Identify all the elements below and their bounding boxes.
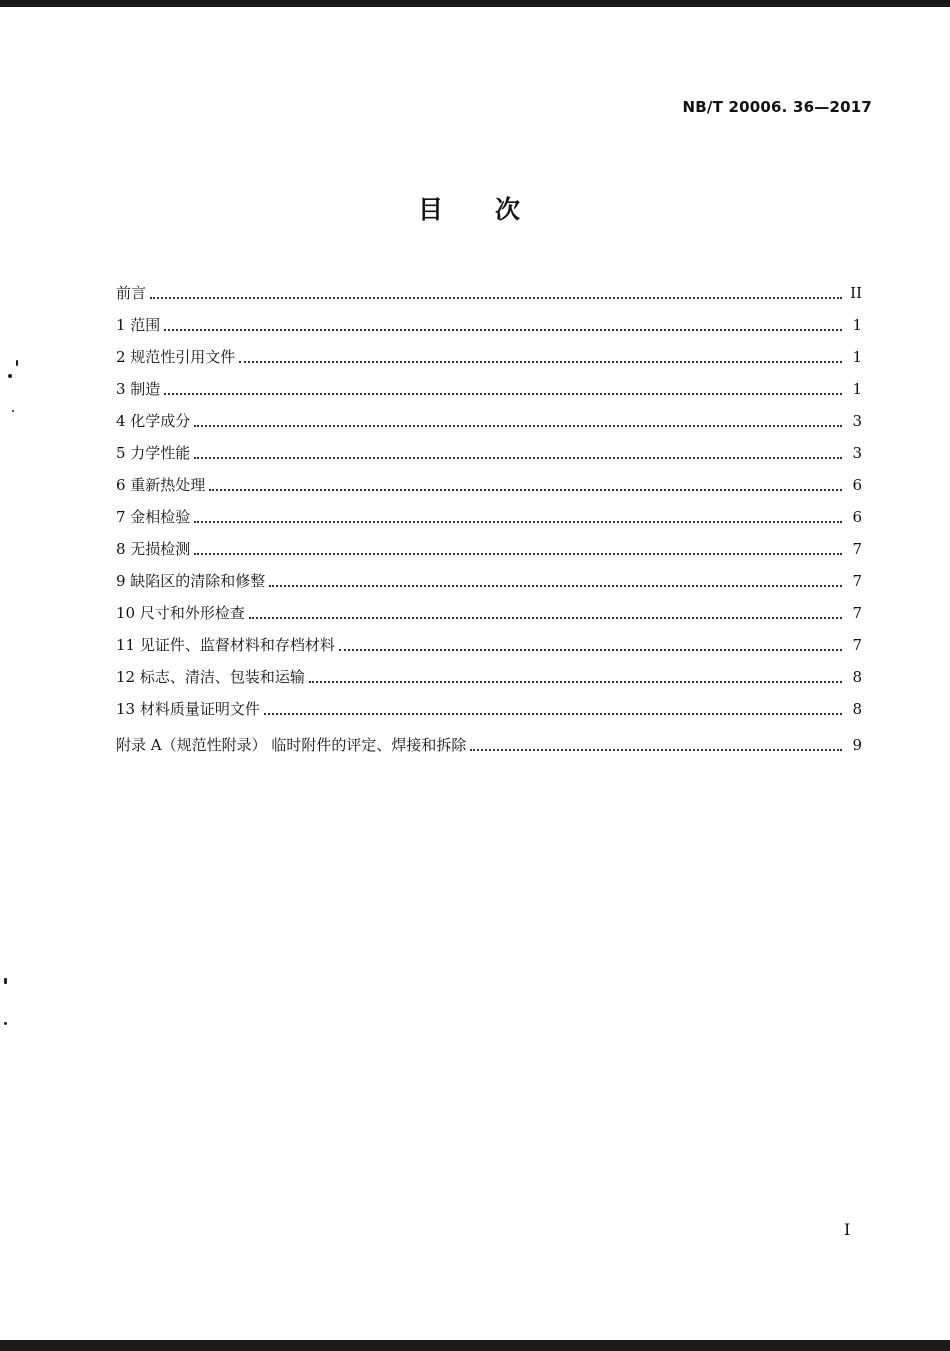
toc-entry-label: 3 制造: [116, 380, 161, 398]
toc-entry-label: 10 尺寸和外形检查: [116, 604, 245, 622]
scan-speck: [8, 374, 12, 378]
toc-entry[interactable]: [116, 654, 862, 686]
toc-leader-dots: [470, 749, 842, 751]
toc-leader-dots: [194, 521, 842, 523]
toc-entry-page: 8: [852, 700, 862, 718]
toc-entry-label: 附录 A（规范性附录） 临时附件的评定、焊接和拆除: [116, 736, 467, 754]
toc-entry-page: 1: [852, 316, 862, 334]
toc-entry[interactable]: [116, 526, 862, 558]
toc-entry-label: 7 金相检验: [116, 508, 191, 526]
toc-entry-page: 1: [852, 348, 862, 366]
toc-entry-label: 2 规范性引用文件: [116, 348, 236, 366]
toc-leader-dots: [264, 713, 842, 715]
toc-entry-page: 7: [852, 636, 862, 654]
scan-edge-bottom: [0, 1340, 950, 1351]
toc-entry[interactable]: [116, 558, 862, 590]
toc-entry[interactable]: [116, 622, 862, 654]
toc-leader-dots: [194, 457, 842, 459]
toc-entry-label: 1 范围: [116, 316, 161, 334]
toc-entry[interactable]: [116, 302, 862, 334]
toc-entry-page: 7: [852, 604, 862, 622]
toc-leader-dots: [239, 361, 842, 363]
toc-entry[interactable]: [116, 366, 862, 398]
toc-leader-dots: [269, 585, 842, 587]
toc-leader-dots: [164, 329, 842, 331]
toc-leader-dots: [249, 617, 842, 619]
page-title: 目次: [417, 195, 572, 224]
toc-entry-label: 前言: [116, 284, 147, 302]
scan-speck: [12, 410, 14, 412]
toc-entry-page: II: [850, 284, 862, 302]
document-code: NB/T 20006. 36—2017: [682, 98, 872, 116]
toc-entry-label: 6 重新热处理: [116, 476, 206, 494]
toc-entry-page: 7: [852, 572, 862, 590]
toc-entry-page: 7: [852, 540, 862, 558]
page-number: I: [844, 1220, 851, 1239]
toc-leader-dots: [339, 649, 842, 651]
toc-entry[interactable]: [116, 430, 862, 462]
toc-leader-dots: [194, 553, 842, 555]
toc-entry[interactable]: [116, 686, 862, 718]
toc-entry-label: 9 缺陷区的清除和修整: [116, 572, 266, 590]
scan-speck: [16, 360, 18, 366]
toc-entry[interactable]: [116, 462, 862, 494]
toc-entry[interactable]: [116, 494, 862, 526]
toc-leader-dots: [309, 681, 842, 683]
toc-entry-label: 8 无损检测: [116, 540, 191, 558]
toc-entry-page: 1: [852, 380, 862, 398]
toc-entry-label: 13 材料质量证明文件: [116, 700, 260, 718]
toc-entry[interactable]: [116, 270, 862, 302]
toc-entry-page: 6: [852, 508, 862, 526]
toc-leader-dots: [209, 489, 842, 491]
toc-entry-label: 4 化学成分: [116, 412, 191, 430]
scan-speck: [4, 1022, 7, 1025]
toc-entry-page: 3: [852, 444, 862, 462]
toc-leader-dots: [150, 297, 842, 299]
toc-entry[interactable]: [116, 398, 862, 430]
toc-entry-page: 3: [852, 412, 862, 430]
toc-leader-dots: [194, 425, 842, 427]
toc-entry-page: 8: [852, 668, 862, 686]
toc-entry-label: 5 力学性能: [116, 444, 191, 462]
toc-entry-page: 9: [852, 736, 862, 754]
table-of-contents: [116, 270, 862, 754]
toc-entry-page: 6: [852, 476, 862, 494]
toc-leader-dots: [164, 393, 842, 395]
toc-entry-label: 11 见证件、监督材料和存档材料: [116, 636, 335, 654]
scan-edge-top: [0, 0, 950, 7]
toc-entry[interactable]: [116, 590, 862, 622]
toc-entry-appendix[interactable]: [116, 718, 862, 754]
toc-entry-label: 12 标志、清洁、包装和运输: [116, 668, 305, 686]
toc-entry[interactable]: [116, 334, 862, 366]
scan-speck: [4, 978, 7, 984]
